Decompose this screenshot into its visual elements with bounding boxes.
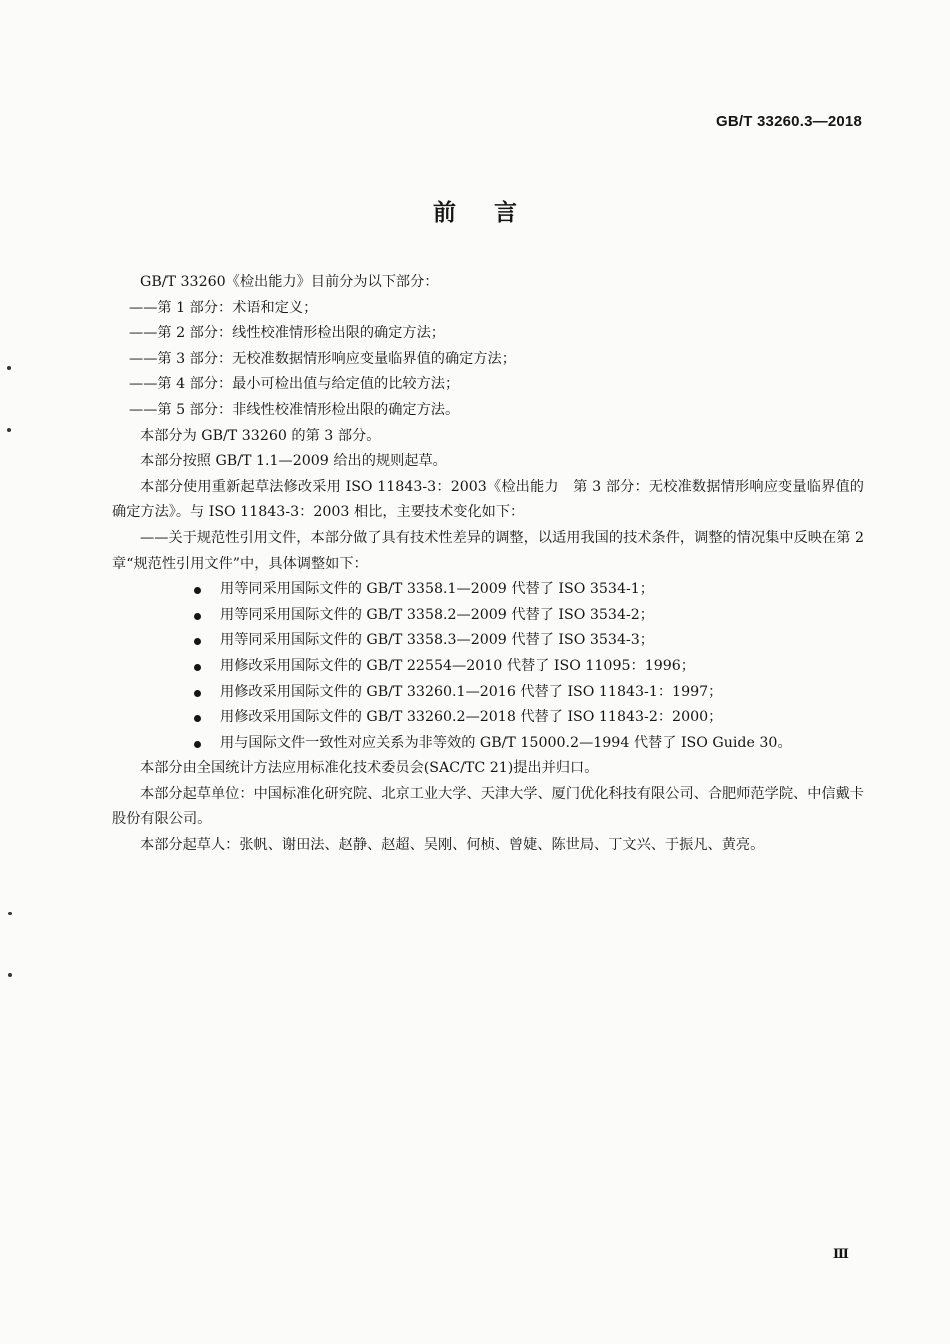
change-intro: ——关于规范性引用文件，本部分做了具有技术性差异的调整，以适用我国的技术条件，调整的情况集中反映在第 2 章“规范性引用文件”中，具体调整如下： bbox=[112, 529, 864, 572]
replacement-text: 用修改采用国际文件的 GB/T 33260.2—2018 代替了 ISO 11843-2：2000； bbox=[220, 709, 723, 726]
replacement-text: 用等同采用国际文件的 GB/T 3358.1—2009 代替了 ISO 3534-1； bbox=[220, 581, 654, 598]
part-item: ——第 3 部分：无校准数据情形响应变量临界值的确定方法； bbox=[129, 350, 516, 367]
replacement-item bbox=[112, 628, 864, 654]
bullet-dot-icon bbox=[194, 664, 201, 671]
part-item: ——第 1 部分：术语和定义； bbox=[129, 299, 318, 316]
adoption-statement: 本部分使用重新起草法修改采用 ISO 11843-3：2003《检出能力 第 3 部分：无校准数据情形响应变量临界值的确定方法》。与 ISO 11843-3：2003 相比，主要技术变化如下： bbox=[112, 478, 864, 521]
scan-speck bbox=[8, 973, 12, 977]
replacement-text: 用与国际文件一致性对应关系为非等效的 GB/T 15000.2—1994 代替了 ISO Guide 30。 bbox=[220, 734, 792, 751]
scan-speck bbox=[7, 428, 11, 432]
replacement-text: 用修改采用国际文件的 GB/T 22554—2010 代替了 ISO 11095：1996； bbox=[220, 657, 695, 674]
replacement-text: 用等同采用国际文件的 GB/T 3358.3—2009 代替了 ISO 3534-3； bbox=[220, 632, 654, 649]
bullet-dot-icon bbox=[194, 690, 201, 697]
replacement-item bbox=[112, 577, 864, 603]
replacement-item bbox=[112, 680, 864, 706]
replacement-text: 用等同采用国际文件的 GB/T 3358.2—2009 代替了 ISO 3534-2； bbox=[220, 606, 654, 623]
replacement-item bbox=[112, 654, 864, 680]
replacement-text: 用修改采用国际文件的 GB/T 33260.1—2016 代替了 ISO 11843-1：1997； bbox=[220, 683, 723, 700]
intro-paragraph: GB/T 33260《检出能力》目前分为以下部分： bbox=[140, 274, 439, 290]
scan-speck bbox=[8, 912, 12, 915]
part-statement: 本部分为 GB/T 33260 的第 3 部分。 bbox=[140, 427, 381, 444]
part-item: ——第 2 部分：线性校准情形检出限的确定方法； bbox=[129, 325, 445, 342]
bullet-dot-icon bbox=[194, 638, 201, 645]
scan-speck bbox=[7, 366, 11, 370]
page-title: 前言 bbox=[433, 200, 555, 226]
bullet-dot-icon bbox=[194, 613, 201, 620]
standard-number: GB/T 33260.3—2018 bbox=[716, 113, 862, 130]
part-item: ——第 4 部分：最小可检出值与给定值的比较方法； bbox=[129, 376, 460, 393]
replacement-item bbox=[112, 731, 864, 757]
drafting-units: 本部分起草单位：中国标准化研究院、北京工业大学、天津大学、厦门优化科技有限公司、合肥师范学院、中信戴卡股份有限公司。 bbox=[112, 785, 864, 828]
bullet-dot-icon bbox=[194, 741, 201, 748]
part-item: ——第 5 部分：非线性校准情形检出限的确定方法。 bbox=[129, 401, 460, 418]
drafters: 本部分起草人：张帆、谢田法、赵静、赵超、吴刚、何桢、曾婕、陈世局、丁文兴、于振凡、黄亮。 bbox=[140, 837, 765, 854]
replacement-item bbox=[112, 705, 864, 731]
bullet-dot-icon bbox=[194, 715, 201, 722]
replacement-item bbox=[112, 603, 864, 629]
drafting-rules-statement: 本部分按照 GB/T 1.1—2009 给出的规则起草。 bbox=[140, 453, 447, 470]
bullet-dot-icon bbox=[194, 587, 201, 594]
proposal-statement: 本部分由全国统计方法应用标准化技术委员会(SAC/TC 21)提出并归口。 bbox=[140, 760, 599, 777]
page-number: Ⅲ bbox=[833, 1247, 849, 1262]
foreword-body bbox=[112, 270, 864, 859]
